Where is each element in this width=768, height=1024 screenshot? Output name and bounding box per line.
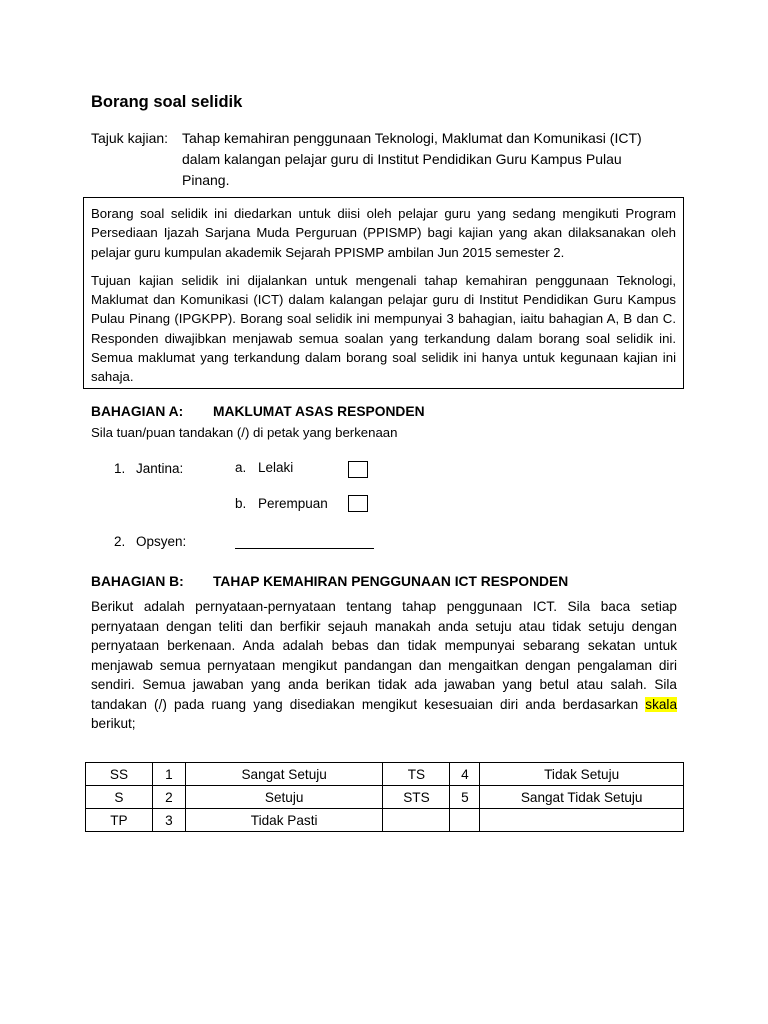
section-a-code: BAHAGIAN A: (91, 404, 184, 419)
table-cell: 2 (152, 786, 185, 809)
opsyen-answer-line[interactable] (235, 548, 374, 549)
question-2-label: Opsyen: (136, 534, 187, 549)
study-title-line-1: Tahap kemahiran penggunaan Teknologi, Maklumat dan Komunikasi (ICT) (182, 130, 642, 146)
highlighted-word: skala (645, 696, 677, 712)
question-1-label: Jantina: (136, 461, 184, 476)
intro-paragraph-2: Tujuan kajian selidik ini dijalankan untuk mengenali tahap kemahiran penggunaan Teknologi, Maklumat dan Komunikasi (ICT) dalam kalangan pelajar guru di Institut Pendidikan Guru Kampus Pulau Pinang (IPGKPP). Borang soal selidik ini mempunyai 3 bahagian, iaitu bahagian A, B dan C. Responden diwajibkan menjawab semua soalan yang terkandung dalam borang soal selidik ini. Semua maklumat yang terkandung dalam borang soal selidik ini hanya untuk kegunaan kajian ini sahaja. (91, 272, 676, 385)
table-cell: Sangat Setuju (185, 763, 383, 786)
table-cell: Setuju (185, 786, 383, 809)
section-b-text-end: berikut; (91, 716, 136, 731)
section-b-heading (91, 574, 569, 589)
table-cell: SS (86, 763, 153, 786)
table-cell: Tidak Setuju (480, 763, 684, 786)
table-cell: 1 (152, 763, 185, 786)
table-cell: TS (383, 763, 450, 786)
table-cell: 3 (152, 809, 185, 832)
option-b-letter: b. (235, 496, 247, 511)
table-cell: STS (383, 786, 450, 809)
page-title: Borang soal selidik (91, 93, 243, 111)
section-b-code: BAHAGIAN B: (91, 574, 184, 589)
study-title-line-2: dalam kalangan pelajar guru di Institut Pendidikan Guru Kampus Pulau (182, 151, 622, 167)
option-a-letter: a. (235, 460, 247, 475)
table-cell (383, 809, 450, 832)
table-row (86, 786, 684, 809)
table-cell: Tidak Pasti (185, 809, 383, 832)
table-row (86, 809, 684, 832)
question-1-number: 1. (114, 461, 126, 476)
section-a-title: MAKLUMAT ASAS RESPONDEN (213, 404, 425, 419)
section-b-text: Berikut adalah pernyataan-pernyataan tentang tahap penggunaan ICT. Sila baca setiap pernyataan dengan teliti dan berfikir sejauh manakah anda setuju atau tidak setuju dengan pernyataan berkenaan. Anda adalah bebas dan tidak mempunyai sebarang sekatan untuk menjawab semua pernyataan mengikut pandangan dan mengaitkan dengan pengalaman diri sendiri. Semua jawaban yang anda berikan tidak ada jawaban yang betul atau salah. Sila tandakan (/) pada ruang yang disediakan mengikut kesesuaian diri anda berdasarkan (91, 599, 677, 712)
table-row (86, 763, 684, 786)
table-cell (480, 809, 684, 832)
intro-box (83, 197, 684, 389)
table-cell: Sangat Tidak Setuju (480, 786, 684, 809)
lelaki-checkbox[interactable] (348, 461, 368, 478)
study-title-line-3: Pinang. (182, 172, 230, 188)
section-b-title: TAHAP KEMAHIRAN PENGGUNAAN ICT RESPONDEN (213, 574, 569, 589)
perempuan-checkbox[interactable] (348, 495, 368, 512)
table-cell: 4 (450, 763, 480, 786)
table-cell (450, 809, 480, 832)
rating-scale-table (85, 762, 684, 832)
table-cell: 5 (450, 786, 480, 809)
table-cell: TP (86, 809, 153, 832)
section-b-paragraph (91, 597, 677, 734)
question-2-number: 2. (114, 534, 126, 549)
section-a-heading (91, 404, 425, 419)
study-title-label: Tajuk kajian: (91, 130, 169, 146)
section-a-instruction: Sila tuan/puan tandakan (/) di petak yang berkenaan (91, 425, 398, 440)
option-lelaki-label: Lelaki (258, 460, 294, 475)
option-perempuan-label: Perempuan (258, 496, 328, 511)
intro-paragraph-1: Borang soal selidik ini diedarkan untuk diisi oleh pelajar guru yang sedang mengikuti Program Persediaan Ijazah Sarjana Muda Perguruan (PPISMP) bagi kajian yang akan dilaksanakan oleh pelajar guru kumpulan akademik Sejarah PPISMP ambilan Jun 2015 semester 2. (91, 206, 676, 260)
table-cell: S (86, 786, 153, 809)
